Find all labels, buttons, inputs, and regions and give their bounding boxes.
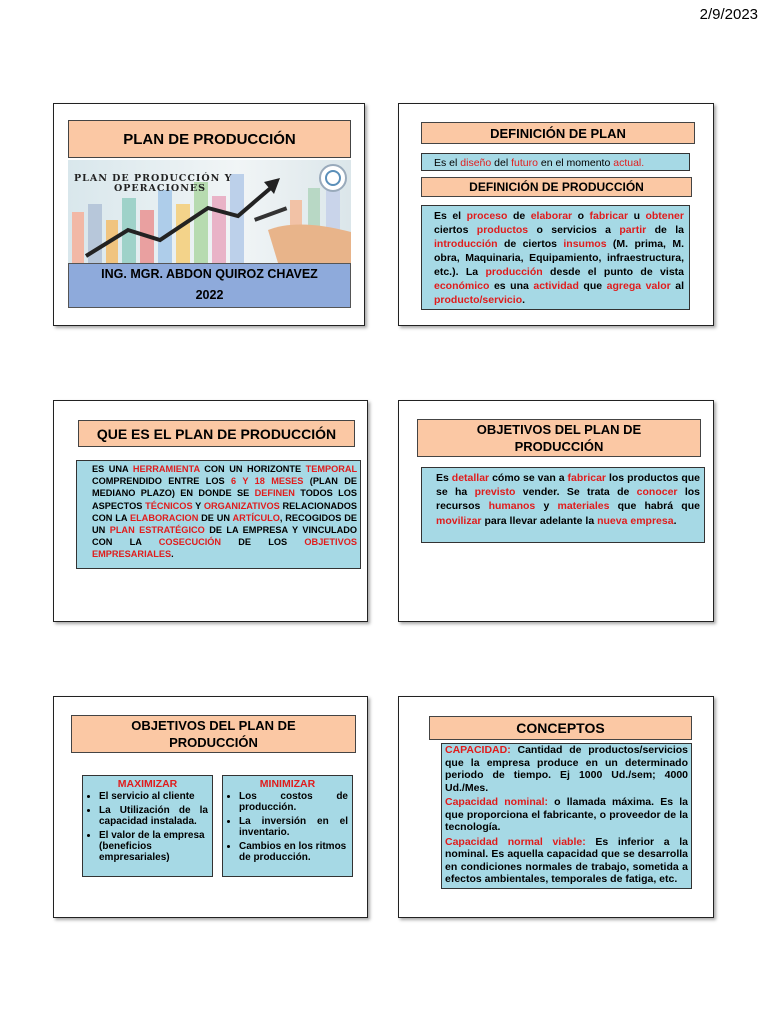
slide-3-body [76, 460, 361, 569]
highlighted-term: previsto [474, 486, 516, 499]
text-segment: . [673, 514, 677, 527]
maximizar-list [87, 791, 208, 863]
text-segment: que [578, 280, 607, 292]
text-segment: vender. Se trata de [515, 486, 637, 499]
slide-4-body [421, 467, 705, 543]
list-item: • El valor de la empresa (beneficios empresariales) [99, 830, 208, 863]
highlighted-term: insumos [563, 238, 607, 250]
text-segment: CON UN HORIZONTE [199, 464, 306, 474]
highlighted-term: HERRAMIENTA [132, 464, 200, 474]
slide-1 [53, 103, 365, 326]
list-item: • Cambios en los ritmos de producción. [239, 841, 348, 863]
text-segment: para llevar adelante la [481, 514, 598, 527]
image-caption: PLAN DE PRODUCCIÓN Y OPERACIONES [74, 173, 233, 194]
text-segment: COMPRENDIDO ENTRE LOS [92, 476, 232, 487]
highlighted-term: TÉCNICOS [145, 500, 193, 511]
highlighted-term: futuro [511, 157, 538, 169]
text-segment: al [670, 280, 684, 292]
text-segment: Es [436, 472, 452, 484]
slide-2 [398, 103, 714, 326]
text-segment: los productos que se ha [436, 472, 701, 499]
text-segment: del [491, 157, 512, 169]
text-segment: de ciertos [497, 238, 564, 250]
text-segment: (PLAN DE MEDIANO PLAZO) EN DONDE SE [92, 476, 357, 499]
highlighted-term: fabricar [567, 472, 607, 484]
highlighted-term: obtener [645, 210, 684, 222]
text-segment: . [171, 549, 174, 560]
text-segment: es una [489, 280, 534, 292]
list-item: • El servicio al cliente [99, 791, 208, 802]
highlighted-term: actividad [533, 280, 579, 292]
highlighted-term: producto/servicio [434, 294, 523, 306]
text-segment: ES UNA [92, 464, 133, 474]
text-segment: DE UN [198, 512, 233, 523]
list-item: • La Utilización de la capacidad instalada. [99, 805, 208, 827]
highlighted-term: 6 Y 18 MESES [231, 476, 304, 487]
highlighted-term: partir [619, 224, 647, 236]
list-item: • Los costos de producción. [239, 791, 348, 813]
page-date: 2/9/2023 [699, 6, 758, 23]
slide-6-title: CONCEPTOS [429, 716, 692, 740]
slide-3-title: QUE ES EL PLAN DE PRODUCCIÓN [78, 420, 355, 447]
maximizar-box [82, 775, 213, 877]
highlighted-term: ELABORACION [129, 512, 199, 523]
highlighted-term: ARTÍCULO [232, 512, 280, 523]
highlighted-term: producción [485, 266, 543, 278]
slide-5-title: OBJETIVOS DEL PLAN DE PRODUCCIÓN [71, 715, 356, 753]
text-segment: RELACIONADOS CON LA [92, 500, 358, 523]
text-segment: que habrá que [609, 500, 700, 513]
minimizar-box [222, 775, 353, 877]
text-segment: u [628, 210, 646, 222]
text-segment: los recursos [436, 486, 701, 513]
definicion-produccion-text [421, 205, 690, 310]
text-segment: de la [646, 224, 684, 236]
text-segment: ciertos [434, 224, 477, 236]
highlighted-term: introducción [434, 238, 498, 250]
text-segment: en el momento [537, 157, 614, 169]
text-segment: desde el punto de vista [542, 266, 684, 278]
concept-capacidad-normal-viable: Capacidad normal viable: Es inferior a la nominal. Es aquella capacidad que se desarrolla en condiciones normales de trabajo, sometida a efectos ambientales, temporales de fatiga, etc. [445, 835, 688, 885]
highlighted-term: humanos [488, 500, 536, 513]
text-segment: , RECOGIDOS DE UN [92, 512, 357, 536]
text-segment: DE LOS [221, 537, 305, 548]
highlighted-term: OBJETIVOS EMPRESARIALES [92, 537, 357, 560]
highlighted-term: movilizar [436, 514, 482, 527]
definicion-produccion-title: DEFINICIÓN DE PRODUCCIÓN [421, 177, 692, 197]
highlighted-term: proceso [466, 210, 508, 222]
concept-capacidad-nominal: Capacidad nominal: o llamada máxima. Es la que proporciona el fabricante, o proveedor de la tecnología. [445, 796, 688, 833]
highlighted-term: agrega valor [606, 280, 671, 292]
text-segment: o [572, 210, 590, 222]
text-segment: Es el [434, 157, 461, 169]
text-segment: cómo se van a [489, 472, 568, 484]
cover-image [68, 160, 351, 263]
text-segment: . [522, 294, 526, 306]
maximizar-title: MAXIMIZAR [117, 778, 178, 790]
minimizar-title: MINIMIZAR [259, 778, 316, 790]
text-segment: TODOS LOS ASPECTOS [92, 488, 357, 511]
minimizar-list [227, 791, 348, 863]
text-segment: (M. prima, M. obra, Maquinaria, Equipamiento, infraestructura, etc.). La [434, 238, 684, 278]
highlighted-term: PLAN ESTRATÉGICO [109, 525, 205, 536]
slide-5 [53, 696, 368, 918]
highlighted-term: detallar [451, 472, 490, 484]
conceptos-body [441, 743, 692, 889]
highlighted-term: económico [434, 280, 490, 292]
slide-1-title: PLAN DE PRODUCCIÓN [68, 120, 351, 158]
highlighted-term: elaborar [530, 210, 573, 222]
text-segment: y [535, 500, 558, 513]
highlighted-term: actual. [613, 157, 645, 169]
text-segment: Es el [434, 210, 467, 222]
slide-3 [53, 400, 368, 622]
highlighted-term: TEMPORAL [305, 464, 357, 474]
author-band [68, 263, 351, 308]
highlighted-term: nueva empresa [597, 514, 674, 527]
author-name: ING. MGR. ABDON QUIROZ CHAVEZ [101, 267, 318, 281]
definicion-plan-text [421, 153, 690, 171]
highlighted-term: COSECUCIÓN [158, 537, 222, 548]
highlighted-term: DEFINEN [254, 488, 295, 499]
concept-capacidad: CAPACIDAD: Cantidad de productos/servicios que la empresa produce en un determinado periodo de tiempo. Ej 1000 Ud./sem; 4000 Ud./Mes. [445, 744, 688, 794]
highlighted-term: ORGANIZATIVOS [203, 500, 280, 511]
text-segment: DE LA EMPRESA Y VINCULADO CON LA [92, 525, 357, 548]
highlighted-term: conocer [636, 486, 678, 499]
list-item: • La inversión en el inventario. [239, 816, 348, 838]
highlighted-term: fabricar [589, 210, 629, 222]
slide-4 [398, 400, 714, 622]
text-segment: Y [192, 500, 204, 511]
text-segment: de [507, 210, 531, 222]
highlighted-term: materiales [557, 500, 610, 513]
year: 2022 [195, 288, 224, 302]
slide-4-title: OBJETIVOS DEL PLAN DE PRODUCCIÓN [417, 419, 701, 457]
slide-6 [398, 696, 714, 918]
highlighted-term: diseño [460, 157, 492, 169]
text-segment: o servicios a [528, 224, 620, 236]
definicion-plan-title: DEFINICIÓN DE PLAN [421, 122, 695, 144]
highlighted-term: productos [476, 224, 529, 236]
